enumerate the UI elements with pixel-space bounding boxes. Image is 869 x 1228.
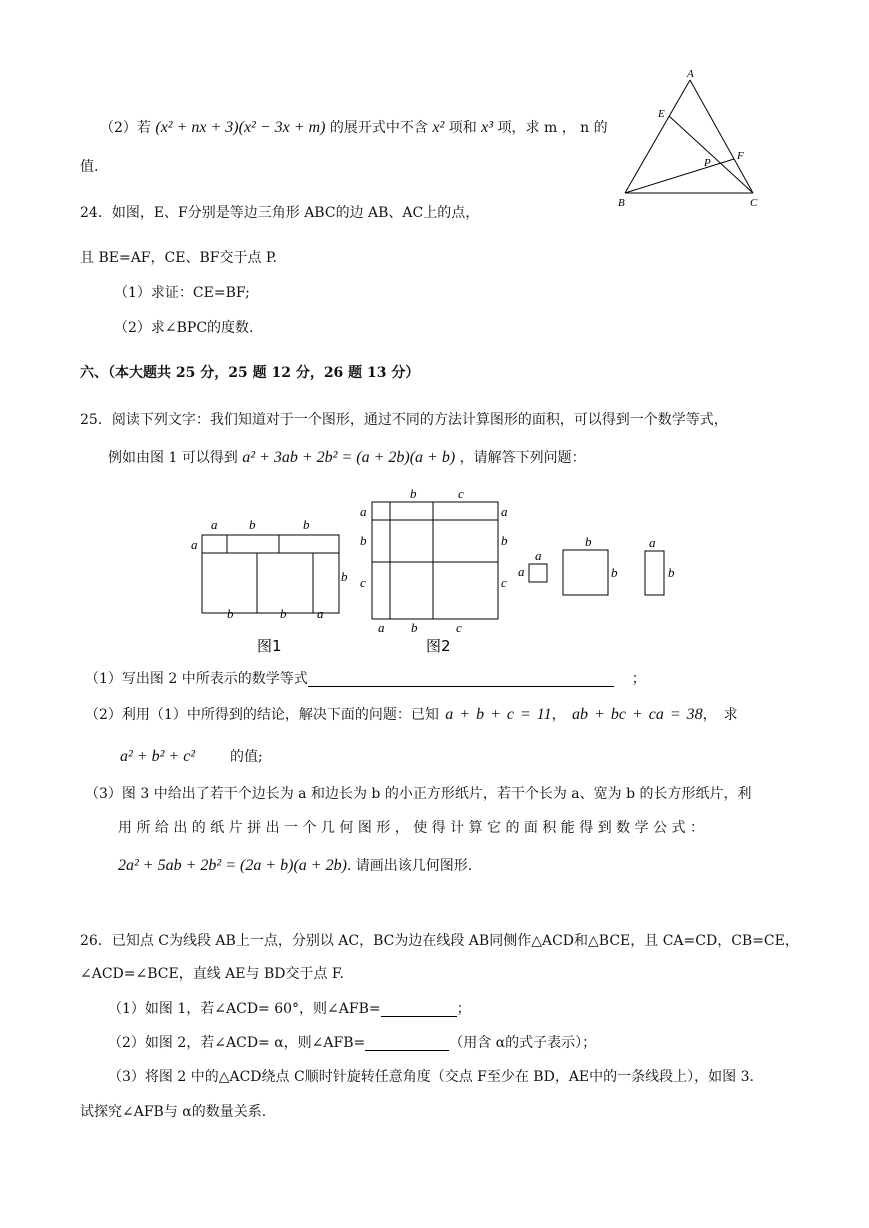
fig2-label-right-c: c (501, 575, 507, 590)
q25-stem2-suffix: ，请解答下列问题： (459, 450, 586, 466)
q26-part2-line (108, 1033, 596, 1053)
q25-part2-comma: ， (551, 707, 566, 723)
label-a: A (687, 68, 694, 80)
fig3-rect-top-label: a (649, 535, 656, 550)
fig1-label-top-a: a (211, 517, 218, 532)
label-b: B (618, 197, 625, 209)
q26-part2-answer-blank (365, 1036, 449, 1051)
fig2-label-top-b: b (410, 486, 417, 501)
q25-figures (185, 483, 695, 658)
q23-part2-x2: x² (432, 119, 445, 136)
q25-part2-expression: a² + b² + c² (120, 748, 196, 765)
q25-part3-end: . 请画出该几何图形. (346, 858, 473, 874)
fig2-label-left-c: c (360, 575, 366, 590)
q25-part2-eq1: a + b + c = 11 (445, 706, 552, 723)
fig3-small-square-a (529, 564, 547, 582)
q25-part2-end: 的值; (230, 749, 263, 765)
q25-part3-line1: （3）图 3 中给出了若干个边长为 a 和边长为 b 的小正方形纸片，若干个长为 a、宽为 b 的长方形纸片，利 (85, 786, 752, 802)
fig3-rectangle-ab (645, 551, 664, 595)
q26-part1-line (108, 999, 471, 1019)
q26-part1-end: ； (456, 1001, 471, 1017)
fig1-label-top-b2: b (303, 517, 310, 532)
fig2-label-right-a: a (501, 504, 508, 519)
fig2-label-bottom-c: c (456, 620, 462, 635)
q25-part1-answer-blank (308, 672, 614, 687)
q24-stem-line2: 且 BE=AF，CE、BF交于点 P. (80, 250, 277, 266)
fig2-label-top-c: c (458, 486, 464, 501)
q23-part2-mid2: 项和 (448, 120, 477, 136)
q23-part2-prefix: （2）若 (100, 120, 151, 136)
q25-part1-line (85, 669, 646, 689)
q23-part2-end: 值. (80, 159, 99, 175)
label-e: E (658, 108, 665, 120)
fig3-square-b (563, 550, 608, 595)
q25-stem-line2 (108, 448, 586, 468)
fig3-square-b-right-label: b (611, 565, 618, 580)
q25-stem-line1: 25．阅读下列文字：我们知道对于一个图形，通过不同的方法计算图形的面积，可以得到一个数学等式， (80, 412, 728, 428)
q25-stem2-expression: a² + 3ab + 2b² = (a + 2b)(a + b) (242, 449, 456, 466)
label-f: F (737, 150, 744, 162)
q26-part1-answer-blank (381, 1002, 457, 1017)
fig1-outer-rect (202, 535, 339, 613)
q25-part2-eq2: ab + bc + ca = 38 (572, 706, 703, 723)
q26-part3-line1: （3）将图 2 中的△ACD绕点 C顺时针旋转任意角度（交点 F至少在 BD，AE中的一条线段上），如图 3. (108, 1069, 754, 1085)
q23-part2-line (100, 118, 608, 138)
q24-triangle-figure (610, 65, 770, 215)
q25-part2-ask: ， 求 (702, 707, 738, 723)
fig2-label-left-a: a (360, 504, 367, 519)
figure-3-pieces (518, 534, 675, 595)
q25-part1-text: （1）写出图 2 中所表示的数学等式 (85, 671, 308, 687)
q25-part3-line2: 用 所 给 出 的 纸 片 拼 出 一 个 几 何 图 形 ， 使 得 计 算 它 的 面 积 能 得 到 数 学 公 式 ： (118, 820, 704, 836)
fig1-label-left-a: a (191, 537, 198, 552)
fig3-rect-right-label: b (668, 565, 675, 580)
q26-part3-line2: 试探究∠AFB与 α的数量关系. (80, 1104, 267, 1120)
q24-stem-line1: 24．如图，E、F分别是等边三角形 ABC的边 AB、AC上的点， (80, 205, 480, 221)
q26-stem-line2: ∠ACD=∠BCE，直线 AE与 BD交于点 F. (80, 966, 344, 982)
q24-part2: （2）求∠BPC的度数. (114, 320, 254, 336)
q25-part1-end: ； (631, 671, 646, 687)
q23-part2-suffix: 项，求 m ， n 的 (497, 120, 608, 136)
q26-stem-line1: 26．已知点 C为线段 AB上一点，分别以 AC，BC为边在线段 AB同侧作△ACD和△BCE，且 CA=CD，CB=CE， (80, 933, 799, 949)
figure-2 (360, 486, 508, 655)
figure-1 (191, 517, 348, 655)
fig1-caption: 图1 (257, 637, 282, 655)
label-c: C (750, 197, 758, 209)
q25-part2-text: （2）利用（1）中所得到的结论，解决下面的问题：已知 (85, 707, 439, 723)
fig1-label-bottom-b1: b (227, 606, 234, 621)
q23-part2-expression: (x² + nx + 3)(x² − 3x + m) (155, 119, 326, 136)
label-p: P (704, 157, 711, 169)
fig2-caption: 图2 (426, 637, 451, 655)
fig1-label-bottom-a: a (317, 606, 324, 621)
q25-part3-expression: 2a² + 5ab + 2b² = (2a + b)(a + 2b) (118, 857, 347, 874)
q25-part3-line3 (118, 856, 472, 876)
q25-part2-line (85, 705, 738, 725)
side-ac (690, 80, 753, 193)
fig1-label-right-b: b (341, 569, 348, 584)
fig3-square-a-left-label: a (518, 564, 525, 579)
section6-heading: 六、（本大题共 25 分，25 题 12 分，26 题 13 分） (80, 365, 420, 381)
fig2-label-right-b: b (501, 533, 508, 548)
q26-part2-prefix: （2）如图 2，若∠ACD= α，则∠AFB= (108, 1035, 366, 1051)
q25-stem2-prefix: 例如由图 1 可以得到 (108, 450, 238, 466)
q25-part2-line2 (120, 747, 263, 767)
q26-part2-end: （用含 α的式子表示）； (449, 1035, 597, 1051)
q23-part2-mid: 的展开式中不含 (329, 120, 428, 136)
fig3-square-a-top-label: a (535, 548, 542, 563)
q24-part1: （1）求证：CE=BF; (114, 285, 250, 301)
fig2-label-bottom-b: b (411, 620, 418, 635)
q23-part2-x3: x³ (481, 119, 494, 136)
q26-part1-prefix: （1）如图 1，若∠ACD= 60°，则∠AFB= (108, 1001, 381, 1017)
fig1-label-top-b1: b (249, 517, 256, 532)
fig3-square-b-top-label: b (585, 534, 592, 549)
fig2-label-bottom-a: a (378, 620, 385, 635)
fig2-label-left-b: b (360, 533, 367, 548)
fig1-label-bottom-b2: b (280, 606, 287, 621)
